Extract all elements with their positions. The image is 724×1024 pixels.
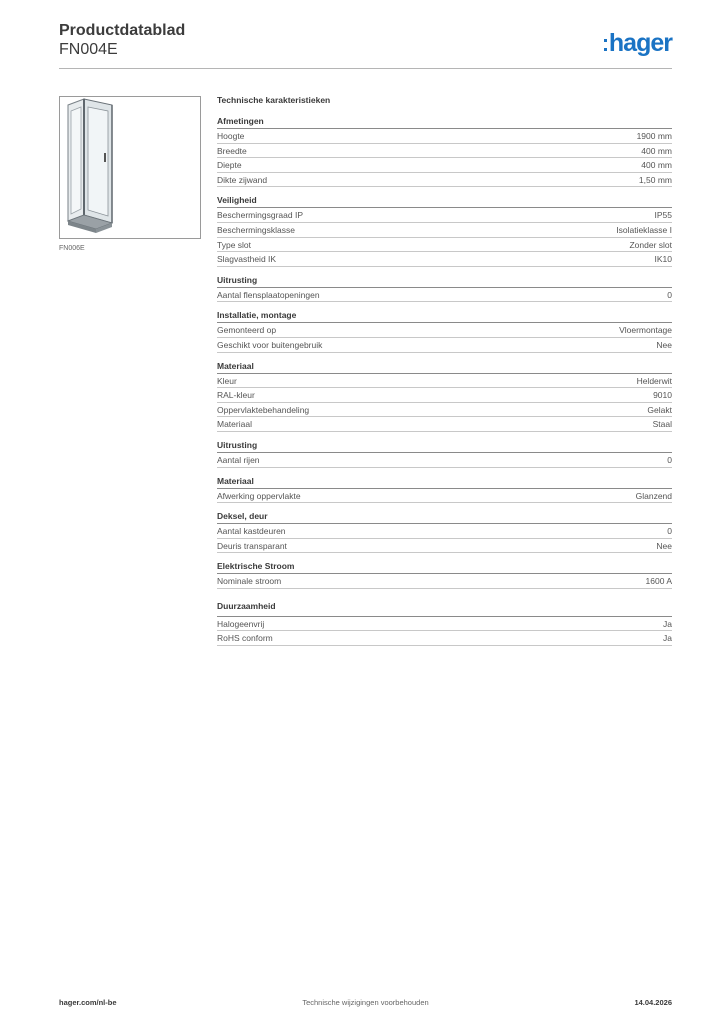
spec-row [217,574,672,589]
spec-value: 1900 mm [636,131,672,141]
spec-label: RoHS conform [217,633,273,644]
spec-section [217,273,672,303]
spec-value: 0 [667,289,672,300]
spec-section [217,438,672,468]
spec-label: Aantal kastdeuren [217,526,286,537]
spec-section [217,559,672,589]
spec-value: Nee [656,339,672,350]
spec-label: Materiaal [217,419,252,430]
spec-label: Diepte [217,160,242,171]
spec-value: Isolatieklasse I [616,224,672,235]
spec-sections [217,114,672,646]
section-title: Uitrusting [217,273,672,288]
spec-section [217,359,672,432]
spec-value: 0 [667,526,672,537]
spec-row [217,524,672,539]
spec-row [217,323,672,338]
page-header [59,20,672,70]
spec-row [217,158,672,173]
page-footer [59,998,672,1012]
section-title: Deksel, deur [217,509,672,524]
spec-value: 1,50 mm [638,174,672,185]
spec-value: Ja [663,633,672,644]
technical-specs [217,92,672,646]
enclosure-illustration [60,97,200,238]
spec-label: Dikte zijwand [217,174,268,185]
spec-row [217,489,672,504]
spec-value: IK10 [654,254,672,265]
spec-label: Gemonteerd op [217,325,277,336]
footer-website[interactable]: hager.com/nl-be [59,998,117,1007]
spec-row [217,288,672,303]
spec-row [217,388,672,403]
spec-label: Type slot [217,239,252,250]
spec-value: 9010 [653,390,672,401]
spec-row [217,252,672,267]
spec-label: Breedte [217,145,247,156]
spec-value: Vloermontage [619,325,672,336]
spec-section [217,114,672,187]
image-caption: FN006E [59,245,85,252]
spec-section [217,308,672,352]
spec-value: 400 mm [641,145,672,156]
specs-title: Technische karakteristieken [217,95,331,105]
spec-row [217,631,672,646]
footer-disclaimer: Technische wijzigingen voorbehouden [302,998,429,1007]
spec-value: IP55 [654,210,672,221]
spec-label: Nominale stroom [217,576,282,587]
spec-row [217,208,672,223]
spec-row [217,617,672,632]
spec-label: Slagvastheid IK [217,254,277,265]
document-title: Productdatablad [59,22,186,39]
spec-value: Ja [663,618,672,629]
spec-value: Staal [652,419,672,430]
spec-label: Afwerking oppervlakte [217,490,301,501]
spec-section [217,474,672,504]
spec-row [217,338,672,353]
spec-label: Deuris transparant [217,540,287,551]
spec-row [217,374,672,389]
spec-section [217,595,672,646]
spec-value: 1600 A [645,576,672,587]
spec-value: Nee [656,540,672,551]
spec-value: Helderwit [636,375,672,386]
footer-date: 14.04.2026 [634,998,672,1007]
spec-row [217,238,672,253]
section-title: Materiaal [217,474,672,489]
spec-value: 400 mm [641,160,672,171]
spec-label: Kleur [217,375,237,386]
header-divider [59,68,672,69]
spec-row [217,144,672,159]
spec-label: Oppervlaktebehandeling [217,404,310,415]
spec-value: 0 [667,454,672,465]
spec-label: Hoogte [217,131,245,141]
spec-row [217,223,672,238]
spec-row [217,173,672,188]
spec-value: Zonder slot [629,239,672,250]
spec-label: Beschermingsklasse [217,224,295,235]
spec-label: Aantal flensplaatopeningen [217,289,320,300]
section-title: Materiaal [217,359,672,374]
section-title: Duurzaamheid [217,595,672,617]
logo-text: hager [608,28,672,57]
spec-section [217,193,672,266]
spec-value: Glanzend [635,490,672,501]
product-image [59,96,201,239]
section-title: Elektrische Stroom [217,559,672,574]
spec-label: Geschikt voor buitengebruik [217,339,323,350]
spec-row [217,539,672,554]
logo-mark-icon [604,39,607,51]
hager-logo [604,29,672,57]
spec-row [217,453,672,468]
spec-value: Gelakt [647,404,672,415]
spec-label: Aantal rijen [217,454,260,465]
spec-row [217,403,672,418]
spec-section [217,509,672,553]
section-title: Afmetingen [217,114,672,129]
spec-row [217,417,672,432]
section-title: Uitrusting [217,438,672,453]
spec-row [217,129,672,144]
spec-label: Beschermingsgraad IP [217,210,303,221]
section-title: Installatie, montage [217,308,672,323]
product-code: FN004E [59,41,118,58]
section-title: Veiligheid [217,193,672,208]
spec-label: Halogeenvrij [217,618,265,629]
spec-label: RAL-kleur [217,390,255,401]
